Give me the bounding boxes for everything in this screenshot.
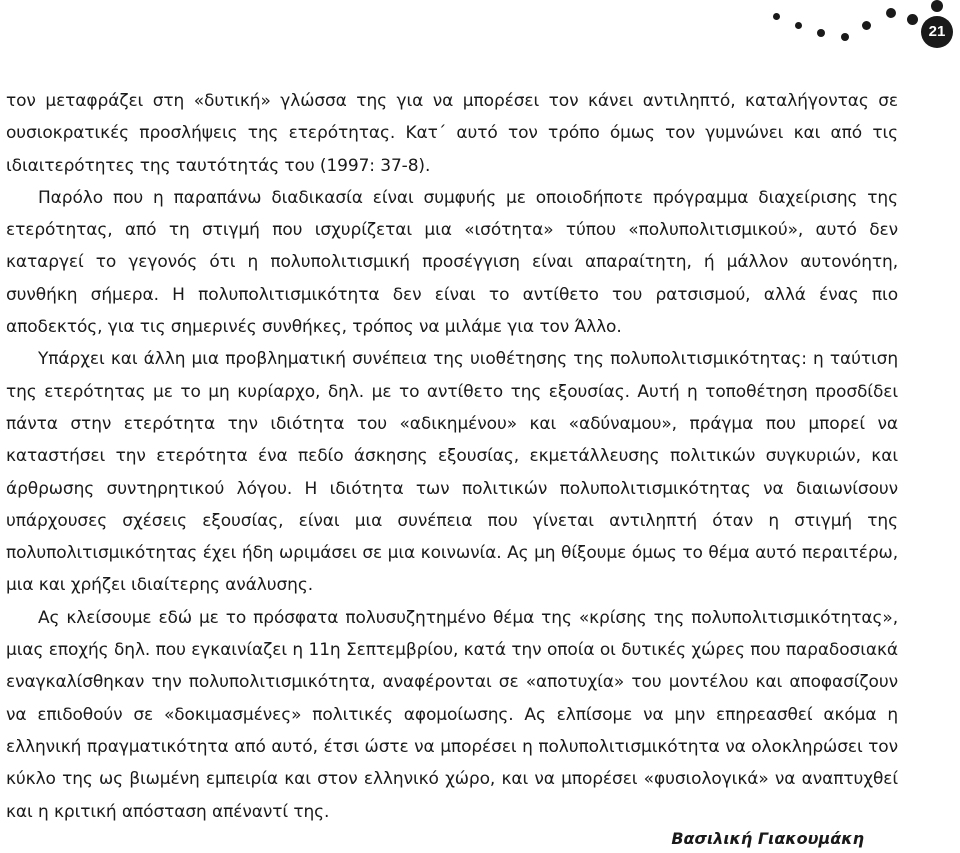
decorative-dot (817, 29, 825, 37)
page-header (740, 0, 960, 60)
decorative-dot (862, 21, 871, 30)
paragraph: Παρόλο που η παραπάνω διαδικασία είναι συμφυής με οποιοδήποτε πρόγραμμα διαχείρισης της ετερότητας, από τη στιγμή που ισχυρίζεται μια «ισότητα» τύπου «πολυπολιτισμικού», αυτό δεν καταργεί το γεγονός ότι η πολυπολιτισμική προσέγγιση είναι απαραίτητη, ή μάλλον αυτονόητη, συνθήκη σήμερα. Η πολυπολιτισμικότητα δεν είναι το αντίθετο του ρατσισμού, αλλά ένας πιο αποδεκτός, για τις σημερινές συνθήκες, τρόπος να μιλάμε για τον Άλλο. (6, 187, 898, 338)
decorative-dot (931, 0, 943, 12)
paragraph: Υπάρχει και άλλη μια προβληματική συνέπεια της υιοθέτησης της πολυπολιτισμικότητας: η ταύτιση της ετερότητας με το μη κυρίαρχο, δηλ. με το αντίθετο της εξουσίας. Αυτή η τοποθέτηση προσδίδει πάντα στην ετερότητα την ιδιότητα του «αδικημένου» και «αδύναμου», πράγμα που μπορεί να καταστήσει την ετερότητα ένα πεδίο άσκησης εξουσίας, εκμετάλλευσης πολιτικών συγκυριών, και άρθρωσης συντηρητικού λόγου. Η ιδιότητα των πολιτικών πολυπολιτισμικότητας να διαιωνίσουν υπάρχουσες σχέσεις εξουσίας, είναι μια συνέπεια που γίνεται αντιληπτή όταν η στιγμή της πολυπολιτισμικότητας έχει ήδη ωριμάσει σε μια κοινωνία. Ας μη θίξουμε όμως το θέμα αυτό περαιτέρω, μια και χρήζει ιδιαίτερης ανάλυσης. (6, 349, 898, 596)
decorative-dot (795, 22, 802, 29)
decorative-dot (773, 13, 780, 20)
decorative-dot (907, 14, 918, 25)
paragraph: Ας κλείσουμε εδώ με το πρόσφατα πολυσυζητημένο θέμα της «κρίσης της πολυπολιτισμικότητας», μιας εποχής δηλ. που εγκαινίαζει η 11η Σεπτεμβρίου, κατά την οποία οι δυτικές χώρες που παραδοσιακά εναγκαλίσθηκαν την πολυπολιτισμικότητα, αναφέρονται σε «αποτυχία» του μοντέλου και αποφασίζουν να επιδοθούν σε «δοκιμασμένες» πολιτικές αφομοίωσης. Ας ελπίσομε να μην επηρεασθεί ακόμα η ελληνική πραγματικότητα από αυτό, έτσι ώστε να μπορέσει η πολυπολιτισμικότητα να ολοκληρώσει τον κύκλο της ως βιωμένη εμπειρία και στον ελληνικό χώρο, και να μπορέσει «φυσιολογικά» να αναπτυχθεί και η κριτική απόσταση απέναντί της. (6, 607, 898, 822)
decorative-dot (841, 33, 849, 41)
decorative-dot (886, 8, 896, 18)
paragraph: τον μεταφράζει στη «δυτική» γλώσσα της για να μπορέσει τον κάνει αντιληπτό, καταλήγοντας σε ουσιοκρατικές προσλήψεις της ετερότητας. Κατ΄ αυτό τον τρόπο όμως τον γυμνώνει και από τις ιδιαιτερότητες της ταυτότητάς του (1997: 37-8). (6, 91, 898, 176)
page-number: 21 (921, 16, 953, 48)
body-text (6, 85, 898, 828)
author-signature: Βασιλική Γιακουμάκη (671, 829, 864, 848)
